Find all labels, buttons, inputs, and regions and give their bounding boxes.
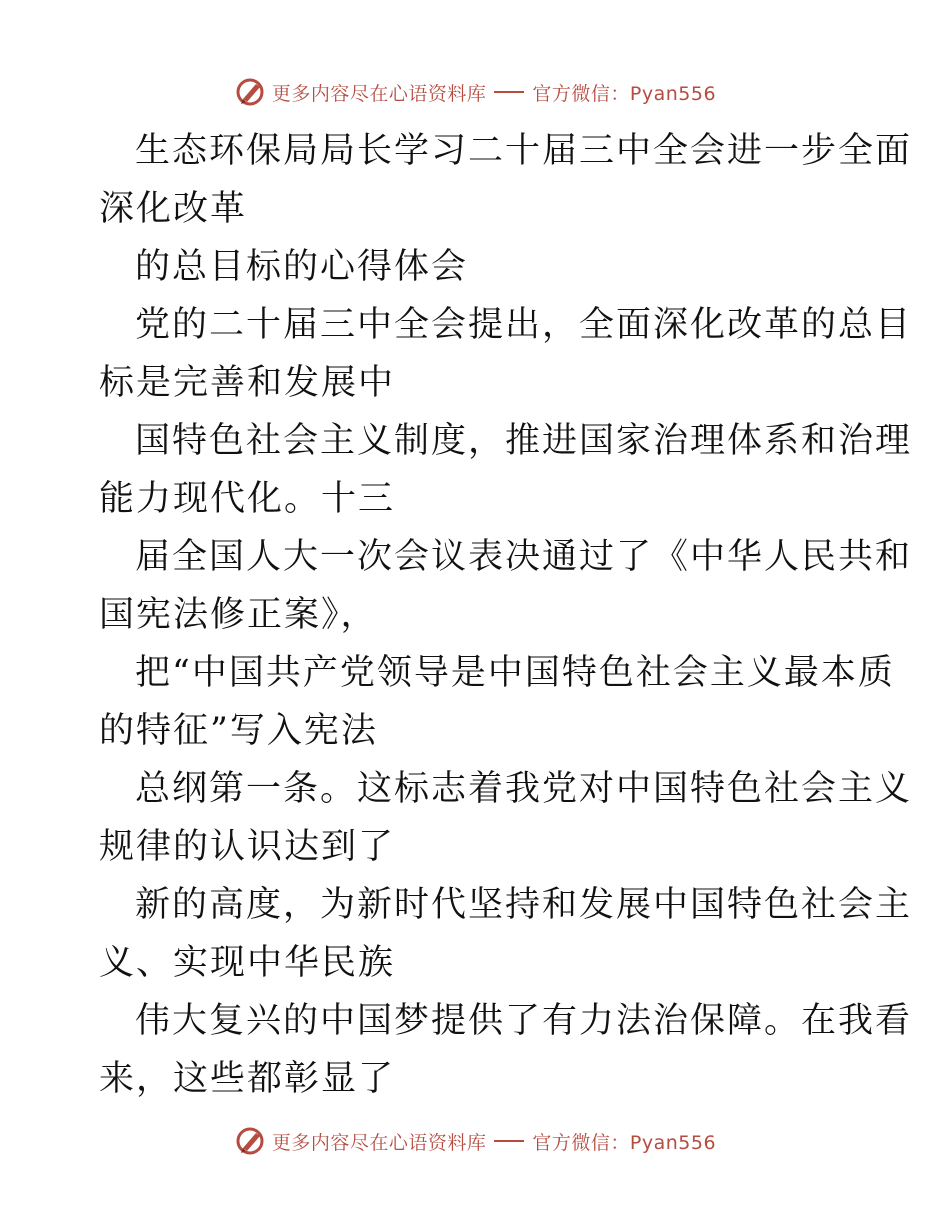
text-line: 能力现代化。十三 bbox=[99, 479, 396, 519]
watermark-text-left: 更多内容尽在心语资料库 bbox=[271, 82, 487, 105]
watermark-text-right: 官方微信：Pyan556 bbox=[532, 82, 717, 105]
text-line: 来，这些都彰显了 bbox=[99, 1059, 396, 1099]
text-line: 标是完善和发展中 bbox=[99, 363, 396, 403]
pen-logo-icon bbox=[234, 1125, 266, 1157]
text-line: 国特色社会主义制度，推进国家治理体系和治理 bbox=[135, 421, 913, 461]
text-line: 国宪法修正案》， bbox=[99, 595, 378, 635]
text-line: 规律的认识达到了 bbox=[99, 827, 396, 867]
text-line: 总纲第一条。这标志着我党对中国特色社会主义 bbox=[135, 769, 913, 809]
header-watermark bbox=[0, 72, 950, 112]
pen-logo-icon bbox=[234, 76, 266, 108]
text-line: 深化改革 bbox=[99, 189, 248, 229]
text-line: 把“中国共产党领导是中国特色社会主义最本质 bbox=[135, 653, 895, 693]
text-line: 届全国人大一次会议表决通过了《中华人民共和 bbox=[135, 537, 913, 577]
watermark-separator bbox=[494, 91, 524, 93]
text-line: 新的高度，为新时代坚持和发展中国特色社会主 bbox=[135, 885, 913, 925]
text-line: 义、实现中华民族 bbox=[99, 943, 396, 983]
text-line: 的特征”写入宪法 bbox=[99, 711, 378, 751]
watermark-separator bbox=[494, 1140, 524, 1142]
watermark-text-right: 官方微信：Pyan556 bbox=[532, 1131, 717, 1154]
watermark-text-left: 更多内容尽在心语资料库 bbox=[271, 1131, 487, 1154]
text-line: 生态环保局局长学习二十届三中全会进一步全面 bbox=[135, 131, 913, 171]
text-line: 党的二十届三中全会提出，全面深化改革的总目 bbox=[135, 305, 913, 345]
footer-watermark bbox=[0, 1121, 950, 1161]
document-body bbox=[99, 122, 913, 1108]
text-line: 的总目标的心得体会 bbox=[135, 247, 469, 287]
text-line: 伟大复兴的中国梦提供了有力法治保障。在我看 bbox=[135, 1001, 913, 1041]
